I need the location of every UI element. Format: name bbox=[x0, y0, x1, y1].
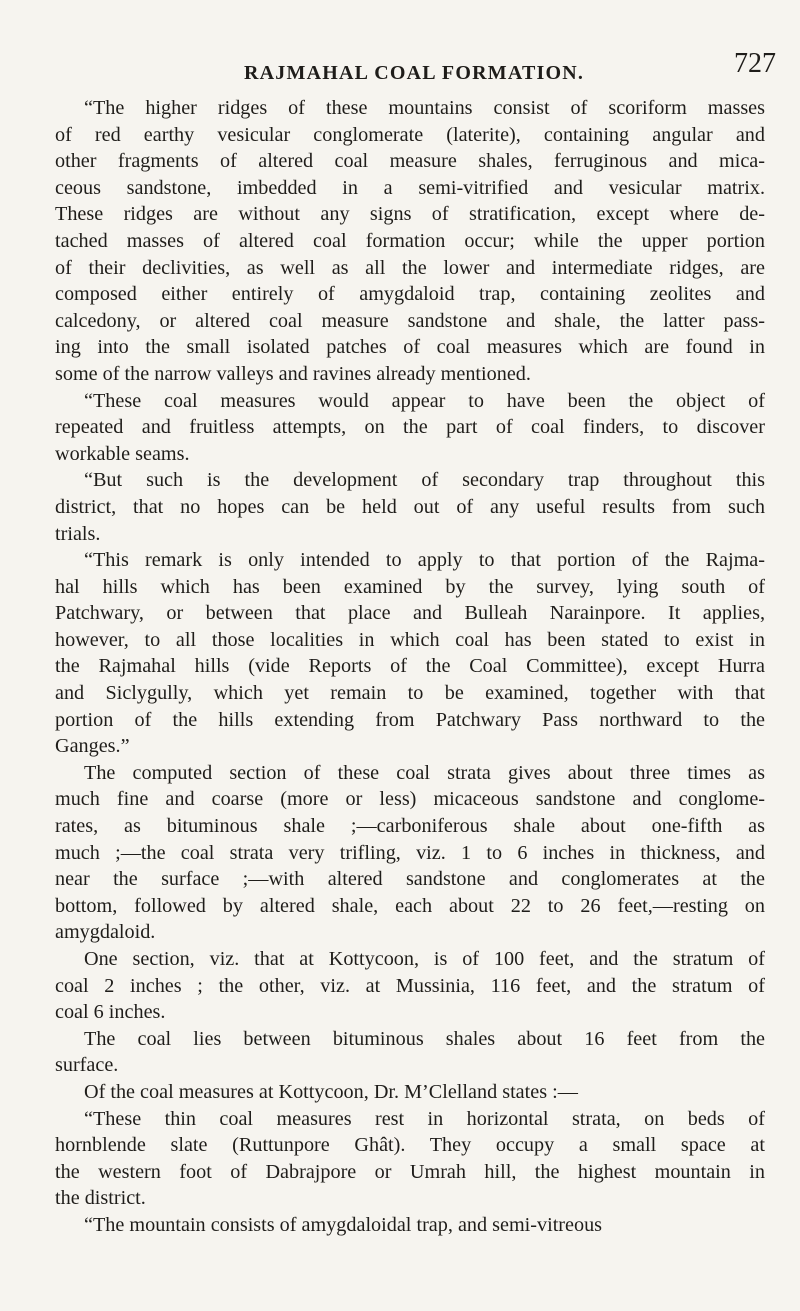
text-line: ing into the small isolated patches of coal measures which are found in bbox=[55, 336, 765, 359]
text-line: of their declivities, as well as all the lower and intermediate ridges, are bbox=[55, 256, 765, 279]
running-title: RAJMAHAL COAL FORMATION. bbox=[244, 62, 585, 84]
text-line: surface. bbox=[55, 1054, 119, 1077]
text-line: much fine and coarse (more or less) micaceous sandstone and conglome- bbox=[55, 788, 765, 811]
text-line: other fragments of altered coal measure shales, ferruginous and mica- bbox=[55, 150, 765, 173]
text-line: “These coal measures would appear to have been the object of bbox=[84, 389, 765, 412]
text-line: the western foot of Dabrajpore or Umrah hill, the highest mountain in bbox=[55, 1160, 765, 1183]
text-line: trials. bbox=[55, 522, 101, 545]
text-line: of red earthy vesicular conglomerate (laterite), containing angular and bbox=[55, 123, 765, 146]
text-line: rates, as bituminous shale ;—carboniferous shale about one-fifth as bbox=[55, 815, 765, 838]
text-line: workable seams. bbox=[55, 442, 190, 465]
text-line: Patchwary, or between that place and Bulleah Narainpore. It applies, bbox=[55, 602, 765, 625]
text-line: district, that no hopes can be held out of any useful results from such bbox=[55, 495, 765, 518]
text-line: coal 2 inches ; the other, viz. at Mussinia, 116 feet, and the stratum of bbox=[55, 974, 765, 997]
text-line: ceous sandstone, imbedded in a semi-vitrified and vesicular matrix. bbox=[55, 176, 765, 199]
text-line: portion of the hills extending from Patchwary Pass northward to the bbox=[55, 708, 765, 731]
body-text bbox=[55, 95, 765, 1239]
text-line: near the surface ;—with altered sandstone and conglomerates at the bbox=[55, 868, 765, 891]
text-line: amygdaloid. bbox=[55, 921, 156, 944]
text-line: composed either entirely of amygdaloid trap, containing zeolites and bbox=[55, 283, 765, 306]
text-line: the Rajmahal hills (vide Reports of the Coal Committee), except Hurra bbox=[55, 655, 765, 678]
text-line: Ganges.” bbox=[55, 735, 130, 758]
text-line: The coal lies between bituminous shales about 16 feet from the bbox=[84, 1027, 765, 1050]
text-line: “The higher ridges of these mountains consist of scoriform masses bbox=[84, 97, 765, 119]
text-line: coal 6 inches. bbox=[55, 1001, 166, 1024]
text-line: One section, viz. that at Kottycoon, is of 100 feet, and the stratum of bbox=[84, 948, 765, 970]
text-line: some of the narrow valleys and ravines already mentioned. bbox=[55, 362, 531, 385]
text-line: the district. bbox=[55, 1187, 146, 1210]
text-line: hornblende slate (Ruttunpore Ghât). They occupy a small space at bbox=[55, 1134, 765, 1157]
running-head bbox=[0, 48, 800, 88]
text-line: “These thin coal measures rest in horizontal strata, on beds of bbox=[84, 1107, 765, 1130]
text-line: bottom, followed by altered shale, each about 22 to 26 feet,—resting on bbox=[55, 894, 765, 917]
text-line: These ridges are without any signs of stratification, except where de- bbox=[55, 203, 765, 226]
text-line: however, to all those localities in which coal has been stated to exist in bbox=[55, 628, 765, 651]
text-line: tached masses of altered coal formation occur; while the upper portion bbox=[55, 229, 765, 252]
page-number: 727 bbox=[734, 48, 776, 79]
text-line: “This remark is only intended to apply to that portion of the Rajma- bbox=[84, 549, 765, 572]
text-line: calcedony, or altered coal measure sandstone and shale, the latter pass- bbox=[55, 309, 765, 332]
text-line: The computed section of these coal strata gives about three times as bbox=[84, 761, 765, 784]
text-line: Of the coal measures at Kottycoon, Dr. M’Clelland states :— bbox=[84, 1080, 578, 1103]
text-line: “But such is the development of secondary trap throughout this bbox=[84, 469, 765, 492]
text-line: repeated and fruitless attempts, on the part of coal finders, to discover bbox=[55, 416, 765, 439]
text-line: and Siclygully, which yet remain to be examined, together with that bbox=[55, 682, 765, 705]
text-line: “The mountain consists of amygdaloidal trap, and semi-vitreous bbox=[84, 1213, 603, 1236]
text-line: much ;—the coal strata very trifling, viz. 1 to 6 inches in thickness, and bbox=[55, 841, 765, 864]
text-line: hal hills which has been examined by the survey, lying south of bbox=[55, 575, 765, 598]
